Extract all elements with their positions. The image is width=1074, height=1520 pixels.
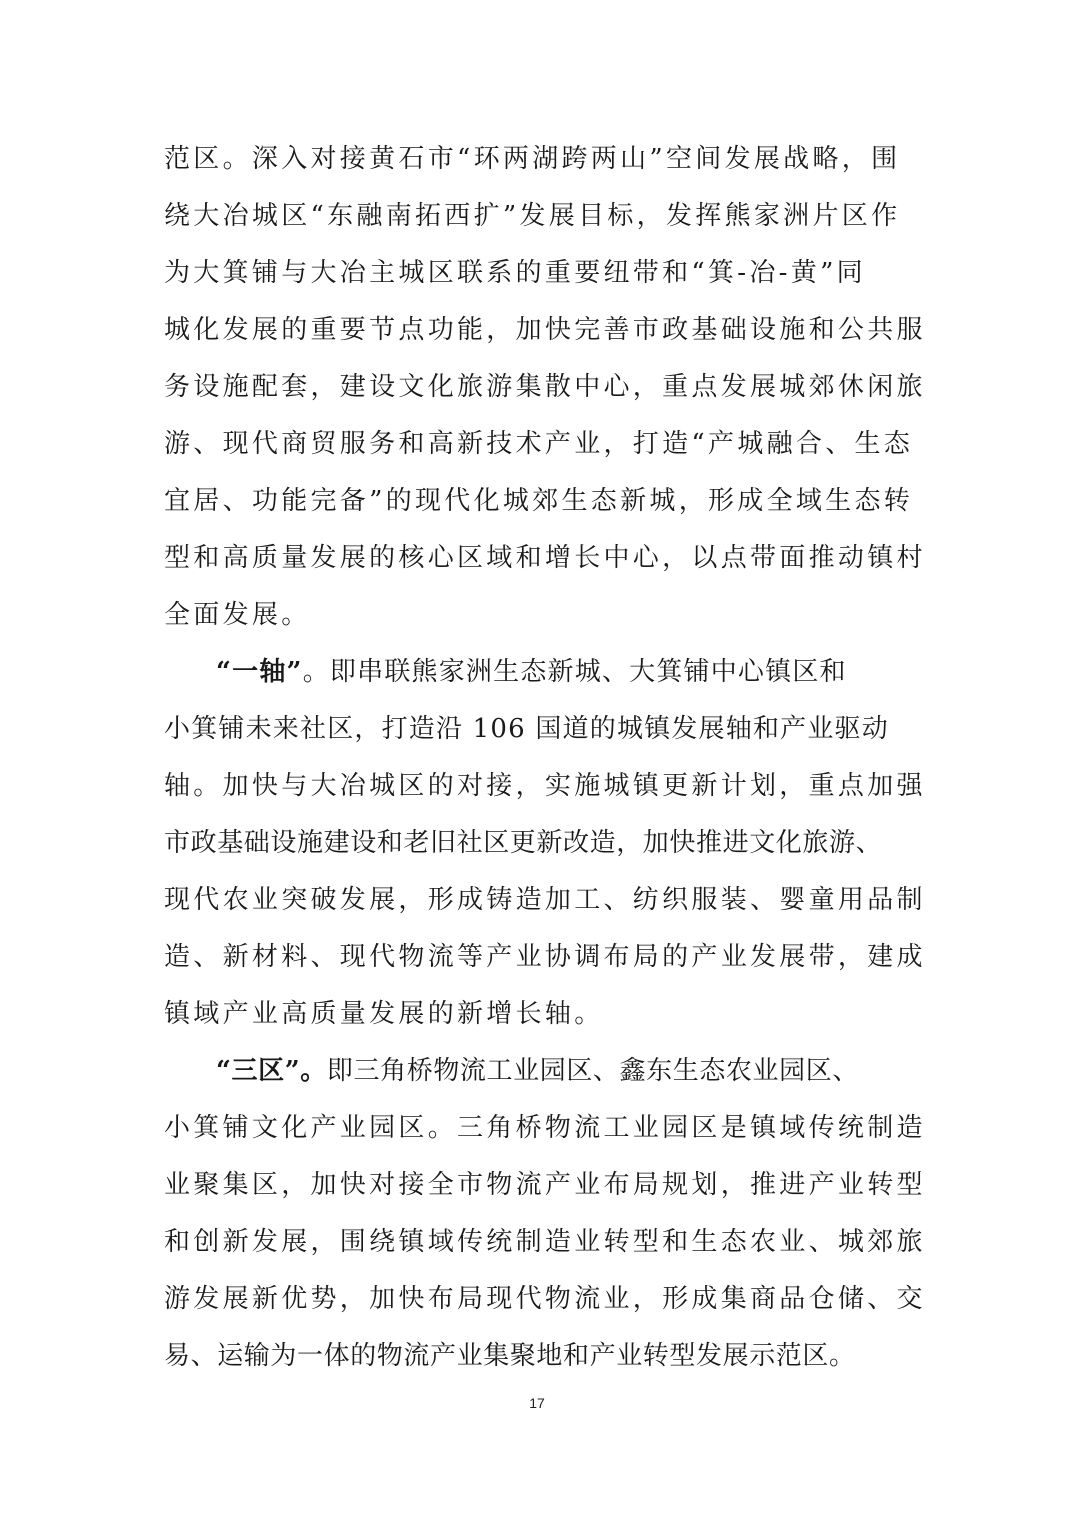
text-line: 范区。深入对接黄石市“环两湖跨两山”空间发展战略，围 — [164, 144, 901, 174]
text-line: 轴。加快与大冶城区的对接，实施城镇更新计划，重点加强 — [164, 771, 926, 801]
text-line: 宜居、功能完备”的现代化城郊生态新城，形成全域生态转 — [164, 486, 914, 516]
page-number: 17 — [529, 1395, 545, 1411]
text-line — [164, 644, 924, 701]
text-line: 游发展新优势，加快布局现代物流业，形成集商品仓储、交 — [164, 1284, 926, 1314]
text-line: 小箕铺未来社区，打造沿 106 国道的城镇发展轴和产业驱动 — [164, 714, 889, 744]
text-line: 小箕铺文化产业园区。三角桥物流工业园区是镇域传统制造 — [164, 1113, 926, 1143]
text-line: 现代农业突破发展，形成铸造加工、纺织服装、婴童用品制 — [164, 885, 926, 915]
text-line: 绕大冶城区“东融南拓西扩”发展目标，发挥熊家洲片区作 — [164, 201, 901, 231]
text-line: 市政基础设施建设和老旧社区更新改造，加快推进文化旅游、 — [164, 828, 883, 858]
text-line: 务设施配套，建设文化旅游集散中心，重点发展城郊休闲旅 — [164, 372, 926, 402]
text-segment: 。即串联熊家洲生态新城、大箕铺中心镇区和 — [302, 657, 847, 687]
text-line: 造、新材料、现代物流等产业协调布局的产业发展带，建成 — [164, 942, 926, 972]
text-line: 全面发展。 — [164, 600, 311, 630]
paragraph-2 — [164, 644, 924, 1043]
text-line: 和创新发展，围绕镇域传统制造业转型和生态农业、城郊旅 — [164, 1227, 926, 1257]
text-line: 型和高质量发展的核心区域和增长中心，以点带面推动镇村 — [164, 543, 926, 573]
text-segment: 即三角桥物流工业园区、鑫东生态农业园区、 — [326, 1056, 859, 1086]
text-line: 为大箕铺与大冶主城区联系的重要纽带和“箕-冶-黄”同 — [164, 258, 866, 288]
text-line — [164, 1043, 924, 1100]
text-line: 易、运输为一体的物流产业集聚地和产业转型发展示范区。 — [164, 1341, 856, 1371]
section-heading-three-zones: “三区”。 — [216, 1056, 327, 1086]
text-line: 镇域产业高质量发展的新增长轴。 — [164, 999, 604, 1029]
paragraph-1 — [164, 131, 924, 644]
section-heading-one-axis: “一轴” — [216, 657, 303, 687]
paragraph-3 — [164, 1043, 924, 1385]
text-line: 游、现代商贸服务和高新技术产业，打造“产城融合、生态 — [164, 429, 914, 459]
text-line: 业聚集区，加快对接全市物流产业布局规划，推进产业转型 — [164, 1170, 926, 1200]
body-text — [164, 131, 924, 1385]
text-line: 城化发展的重要节点功能，加快完善市政基础设施和公共服 — [164, 315, 926, 345]
